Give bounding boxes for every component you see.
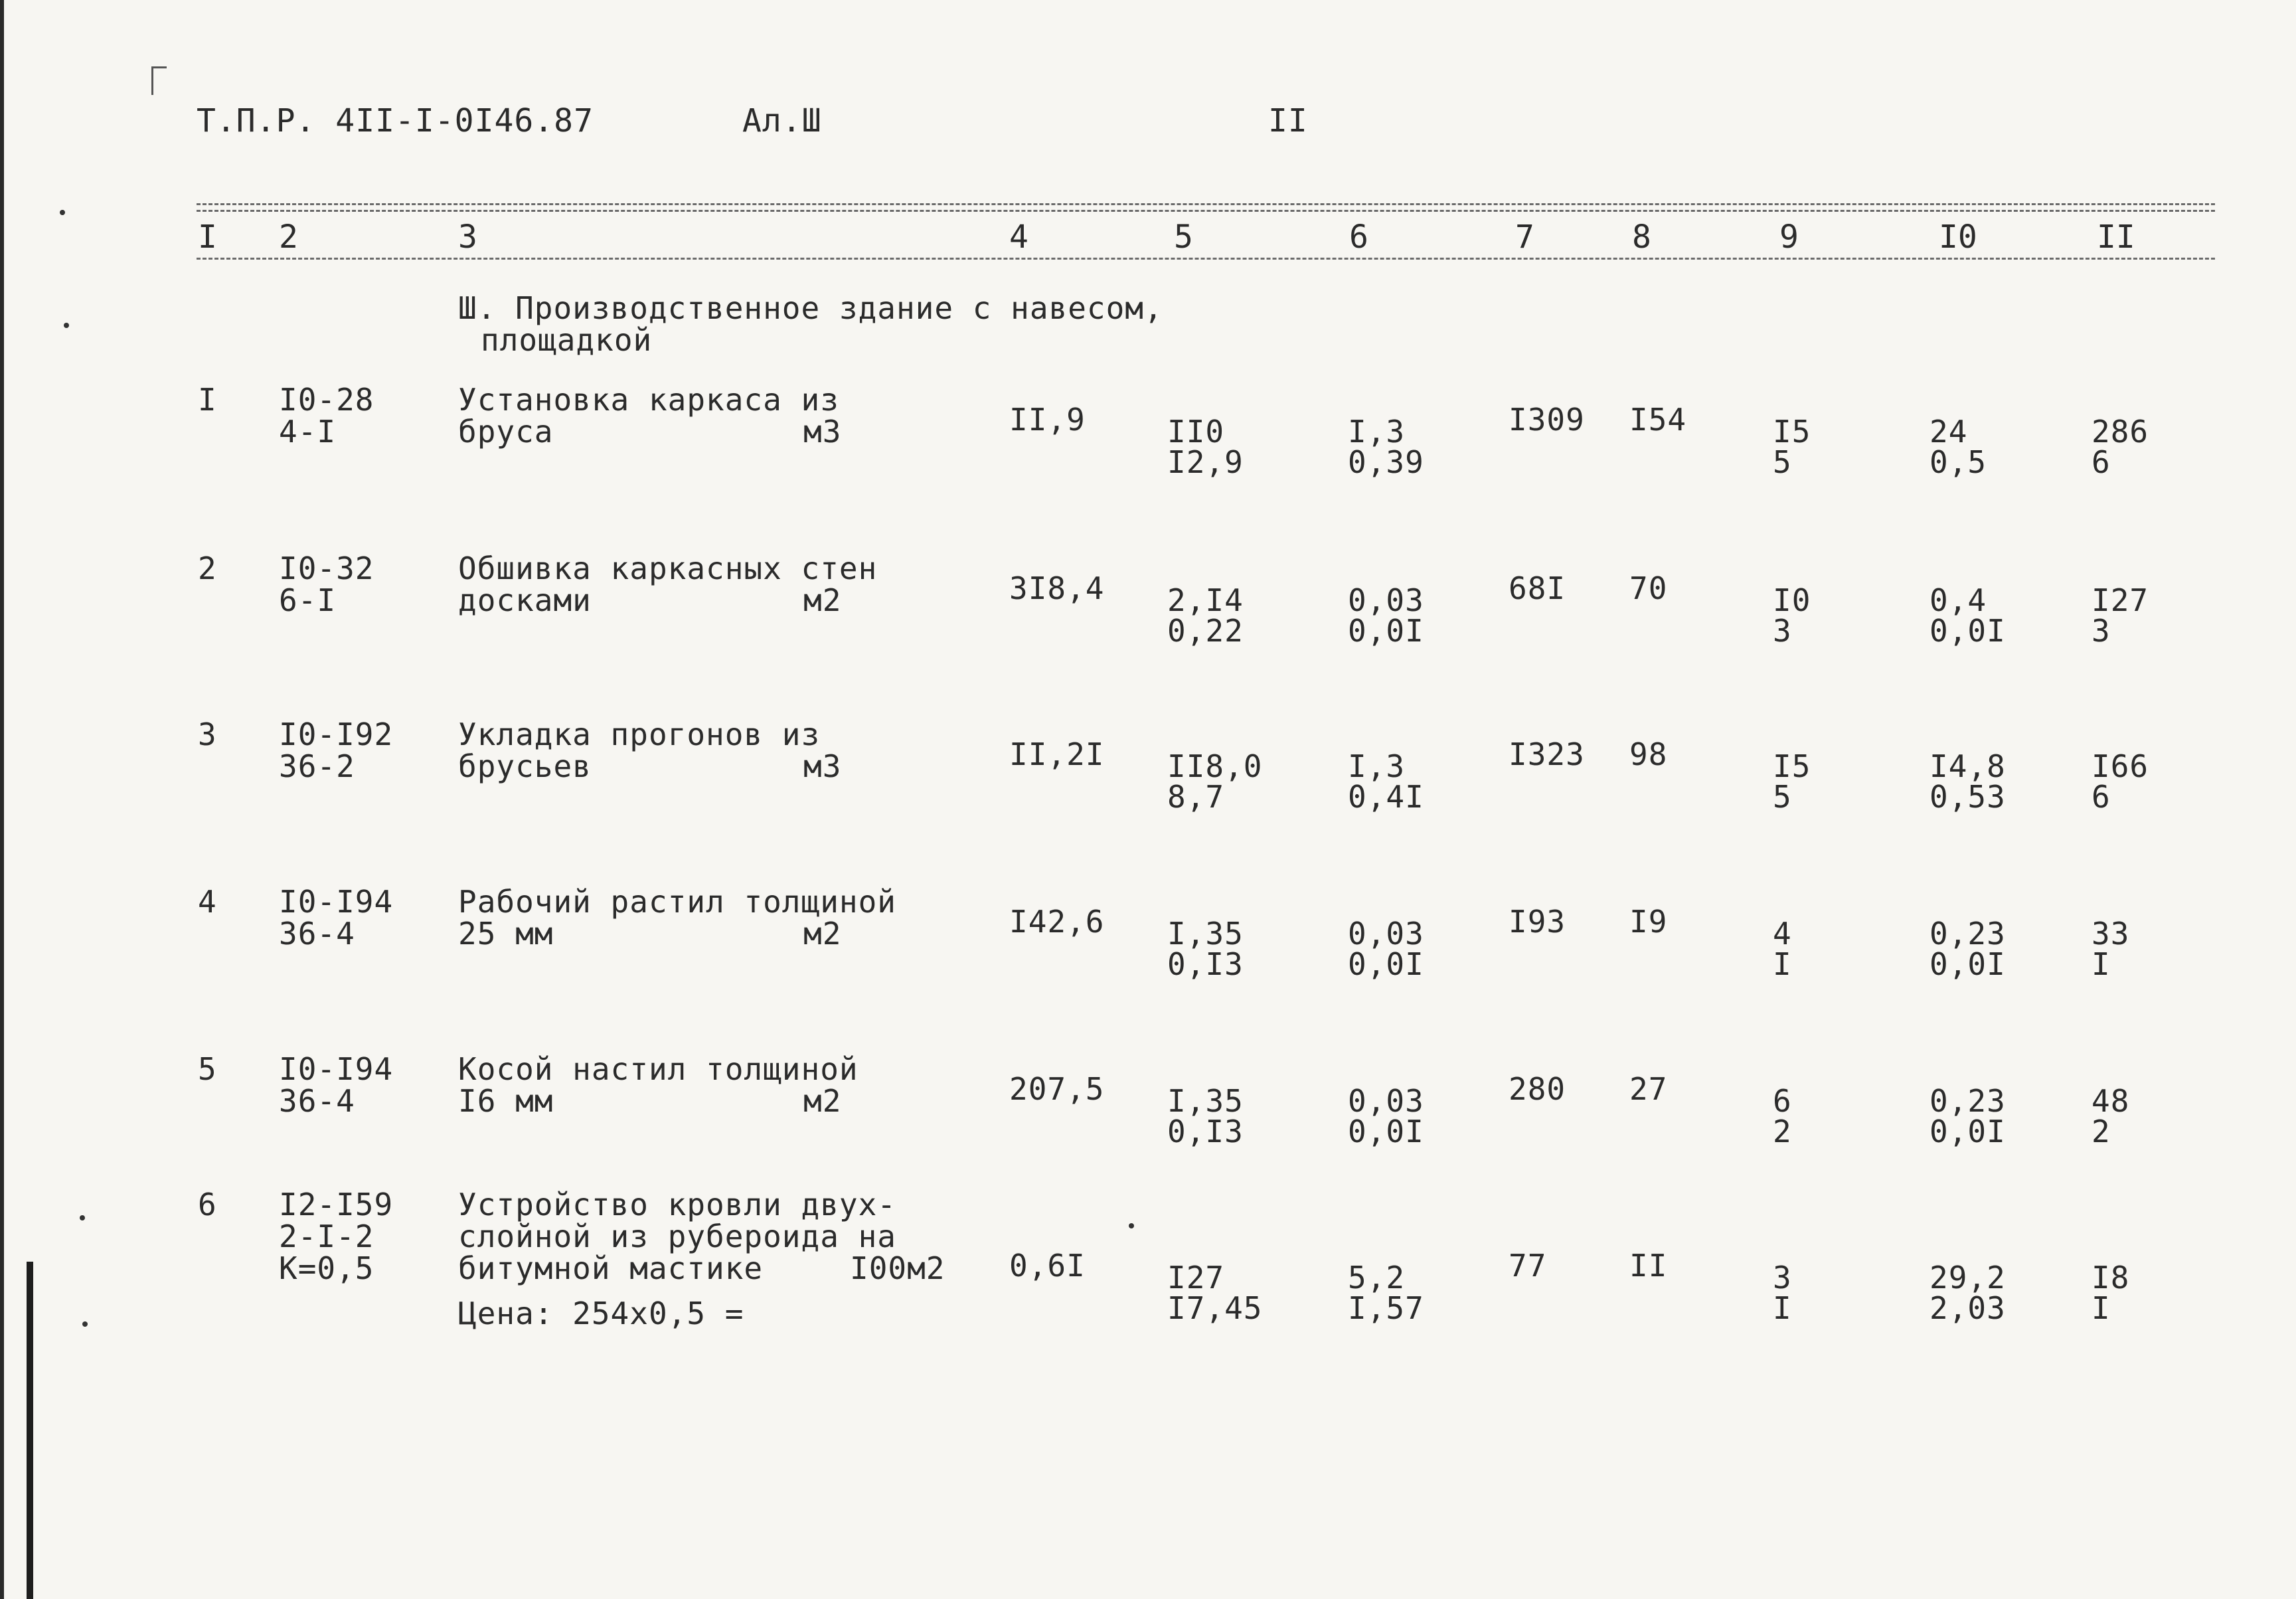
row-c9-line: I	[1773, 946, 1792, 982]
scan-speck	[80, 1215, 85, 1220]
col-header-8: 8	[1632, 218, 1651, 256]
row-c5-line: I7,45	[1167, 1290, 1263, 1326]
row-description-line: Рабочий растил толщиной	[458, 884, 896, 920]
row-c6-line: I,57	[1348, 1290, 1424, 1326]
row-note: Цена: 254х0,5 =	[458, 1296, 744, 1331]
row-quantity: II,9	[1009, 402, 1086, 438]
row-code-line: I0-I94	[279, 1051, 394, 1087]
row-c9-line: 5	[1773, 444, 1792, 480]
scan-speck	[60, 210, 65, 215]
row-description-line: бруса	[458, 414, 554, 450]
row-number: 4	[198, 884, 217, 920]
row-c10-line: 0,5	[1929, 444, 1987, 480]
row-c10-line: 24	[1929, 414, 1968, 450]
row-c10-line: 0,53	[1929, 779, 2006, 815]
col-header-11: II	[2097, 218, 2135, 256]
col-header-7: 7	[1515, 218, 1534, 256]
row-code-line: 6-I	[279, 582, 337, 618]
row-description-line: Косой настил толщиной	[458, 1051, 859, 1087]
row-c11-line: I27	[2091, 582, 2149, 618]
row-c11-line: 6	[2091, 444, 2111, 480]
row-description-line: I6 мм	[458, 1083, 554, 1119]
row-c6-line: 0,0I	[1348, 946, 1424, 982]
row-c6-line: I,3	[1348, 748, 1406, 784]
row-quantity: 3I8,4	[1009, 570, 1105, 606]
album-label: Ал.Ш	[742, 102, 822, 139]
row-c10-line: 0,23	[1929, 1083, 2006, 1119]
scan-speck	[1129, 1223, 1134, 1228]
row-description-line: Укладка прогонов из	[458, 716, 821, 752]
row-unit: м2	[803, 1083, 842, 1119]
doc-code: Т.П.Р. 4II-I-0I46.87	[197, 102, 594, 139]
row-c10-line: 0,0I	[1929, 946, 2006, 982]
page-number: II	[1268, 102, 1308, 139]
row-c7: 280	[1509, 1071, 1566, 1107]
row-c11-line: 6	[2091, 779, 2111, 815]
row-code-line: I0-32	[279, 550, 374, 586]
row-code-line: I2-I59	[279, 1187, 394, 1222]
row-c10-line: 0,0I	[1929, 1114, 2006, 1149]
row-c9-line: 4	[1773, 916, 1792, 952]
row-number: 6	[198, 1187, 217, 1222]
row-c6-line: 5,2	[1348, 1260, 1406, 1296]
row-c10-line: I4,8	[1929, 748, 2006, 784]
scan-speck	[82, 1321, 88, 1327]
row-c6-line: 0,03	[1348, 916, 1424, 952]
row-quantity: 0,6I	[1009, 1248, 1086, 1284]
row-code-line: 36-2	[279, 748, 355, 784]
col-header-6: 6	[1349, 218, 1368, 256]
row-code-line: 2-I-2	[279, 1219, 374, 1254]
col-header-1: I	[198, 218, 217, 256]
row-quantity: I42,6	[1009, 904, 1105, 940]
row-quantity: II,2I	[1009, 736, 1105, 772]
row-code-line: К=0,5	[279, 1250, 374, 1286]
row-c5-line: II0	[1167, 414, 1225, 450]
row-description-line: слойной из рубероида на	[458, 1219, 896, 1254]
row-c6-line: 0,39	[1348, 444, 1424, 480]
table-top-rule-2	[197, 210, 2215, 212]
row-c8: 98	[1629, 736, 1668, 772]
row-description-line: Устройство кровли двух-	[458, 1187, 896, 1222]
row-description-line: битумной мастике	[458, 1250, 764, 1286]
scan-edge-bottom	[27, 1262, 33, 1599]
row-c6-line: I,3	[1348, 414, 1406, 450]
row-c11-line: I	[2091, 1290, 2111, 1326]
row-code-line: I0-28	[279, 382, 374, 418]
row-c7: I309	[1509, 402, 1585, 438]
row-c8: I54	[1629, 402, 1687, 438]
col-header-5: 5	[1174, 218, 1193, 256]
col-header-2: 2	[279, 218, 298, 256]
row-code-line: 36-4	[279, 1083, 355, 1119]
section-title-line-1: Ш. Производственное здание с навесом,	[458, 290, 1163, 326]
row-c11-line: 33	[2091, 916, 2130, 952]
row-code-line: I0-I94	[279, 884, 394, 920]
row-c7: 77	[1509, 1248, 1547, 1284]
row-c9-line: 3	[1773, 1260, 1792, 1296]
row-number: 3	[198, 716, 217, 752]
row-description-line: Установка каркаса из	[458, 382, 839, 418]
row-unit: м2	[803, 582, 842, 618]
row-c6-line: 0,0I	[1348, 613, 1424, 649]
row-c5-line: 0,I3	[1167, 946, 1244, 982]
row-c11-line: I	[2091, 946, 2111, 982]
col-header-9: 9	[1779, 218, 1799, 256]
row-c8: I9	[1629, 904, 1668, 940]
row-c8: II	[1629, 1248, 1668, 1284]
row-c6-line: 0,0I	[1348, 1114, 1424, 1149]
table-top-rule	[197, 203, 2215, 205]
row-c10-line: 0,23	[1929, 916, 2006, 952]
row-c6-line: 0,03	[1348, 582, 1424, 618]
row-c9-line: 2	[1773, 1114, 1792, 1149]
corner-mark	[151, 66, 167, 95]
row-unit: м3	[803, 748, 842, 784]
row-c8: 27	[1629, 1071, 1668, 1107]
row-unit: I00м2	[850, 1250, 945, 1286]
row-c10-line: 0,4	[1929, 582, 1987, 618]
row-c11-line: I66	[2091, 748, 2149, 784]
table-header-rule	[197, 258, 2215, 260]
row-c9-line: I0	[1773, 582, 1811, 618]
row-c5-line: I,35	[1167, 916, 1244, 952]
row-c9-line: 5	[1773, 779, 1792, 815]
row-quantity: 207,5	[1009, 1071, 1105, 1107]
row-c9-line: 3	[1773, 613, 1792, 649]
row-c11-line: 2	[2091, 1114, 2111, 1149]
row-c7: I323	[1509, 736, 1585, 772]
row-c8: 70	[1629, 570, 1668, 606]
row-c5-line: 8,7	[1167, 779, 1225, 815]
row-c6-line: 0,03	[1348, 1083, 1424, 1119]
row-description-line: досками	[458, 582, 592, 618]
row-c9-line: I5	[1773, 414, 1811, 450]
col-header-4: 4	[1009, 218, 1028, 256]
row-c5-line: II8,0	[1167, 748, 1263, 784]
row-c5-line: 2,I4	[1167, 582, 1244, 618]
row-unit: м3	[803, 414, 842, 450]
row-description-line: 25 мм	[458, 916, 554, 952]
row-c9-line: 6	[1773, 1083, 1792, 1119]
row-c10-line: 29,2	[1929, 1260, 2006, 1296]
section-title-line-2: площадкой	[481, 322, 653, 358]
row-code-line: 36-4	[279, 916, 355, 952]
row-code-line: 4-I	[279, 414, 337, 450]
row-number: 2	[198, 550, 217, 586]
col-header-3: 3	[458, 218, 477, 256]
row-c5-line: I,35	[1167, 1083, 1244, 1119]
row-c9-line: I	[1773, 1290, 1792, 1326]
row-c11-line: 286	[2091, 414, 2149, 450]
row-number: I	[198, 382, 217, 418]
row-number: 5	[198, 1051, 217, 1087]
row-description-line: Обшивка каркасных стен	[458, 550, 878, 586]
row-unit: м2	[803, 916, 842, 952]
row-c5-line: 0,I3	[1167, 1114, 1244, 1149]
scan-edge	[0, 0, 4, 1599]
col-header-10: I0	[1939, 218, 1977, 256]
row-c7: I93	[1509, 904, 1566, 940]
row-c10-line: 0,0I	[1929, 613, 2006, 649]
row-c5-line: 0,22	[1167, 613, 1244, 649]
row-c10-line: 2,03	[1929, 1290, 2006, 1326]
row-description-line: брусьев	[458, 748, 592, 784]
scan-speck	[64, 323, 69, 328]
row-c11-line: 3	[2091, 613, 2111, 649]
row-c5-line: I2,9	[1167, 444, 1244, 480]
row-code-line: I0-I92	[279, 716, 394, 752]
row-c9-line: I5	[1773, 748, 1811, 784]
row-c6-line: 0,4I	[1348, 779, 1424, 815]
row-c5-line: I27	[1167, 1260, 1225, 1296]
row-c7: 68I	[1509, 570, 1566, 606]
row-c11-line: 48	[2091, 1083, 2130, 1119]
row-c11-line: I8	[2091, 1260, 2130, 1296]
